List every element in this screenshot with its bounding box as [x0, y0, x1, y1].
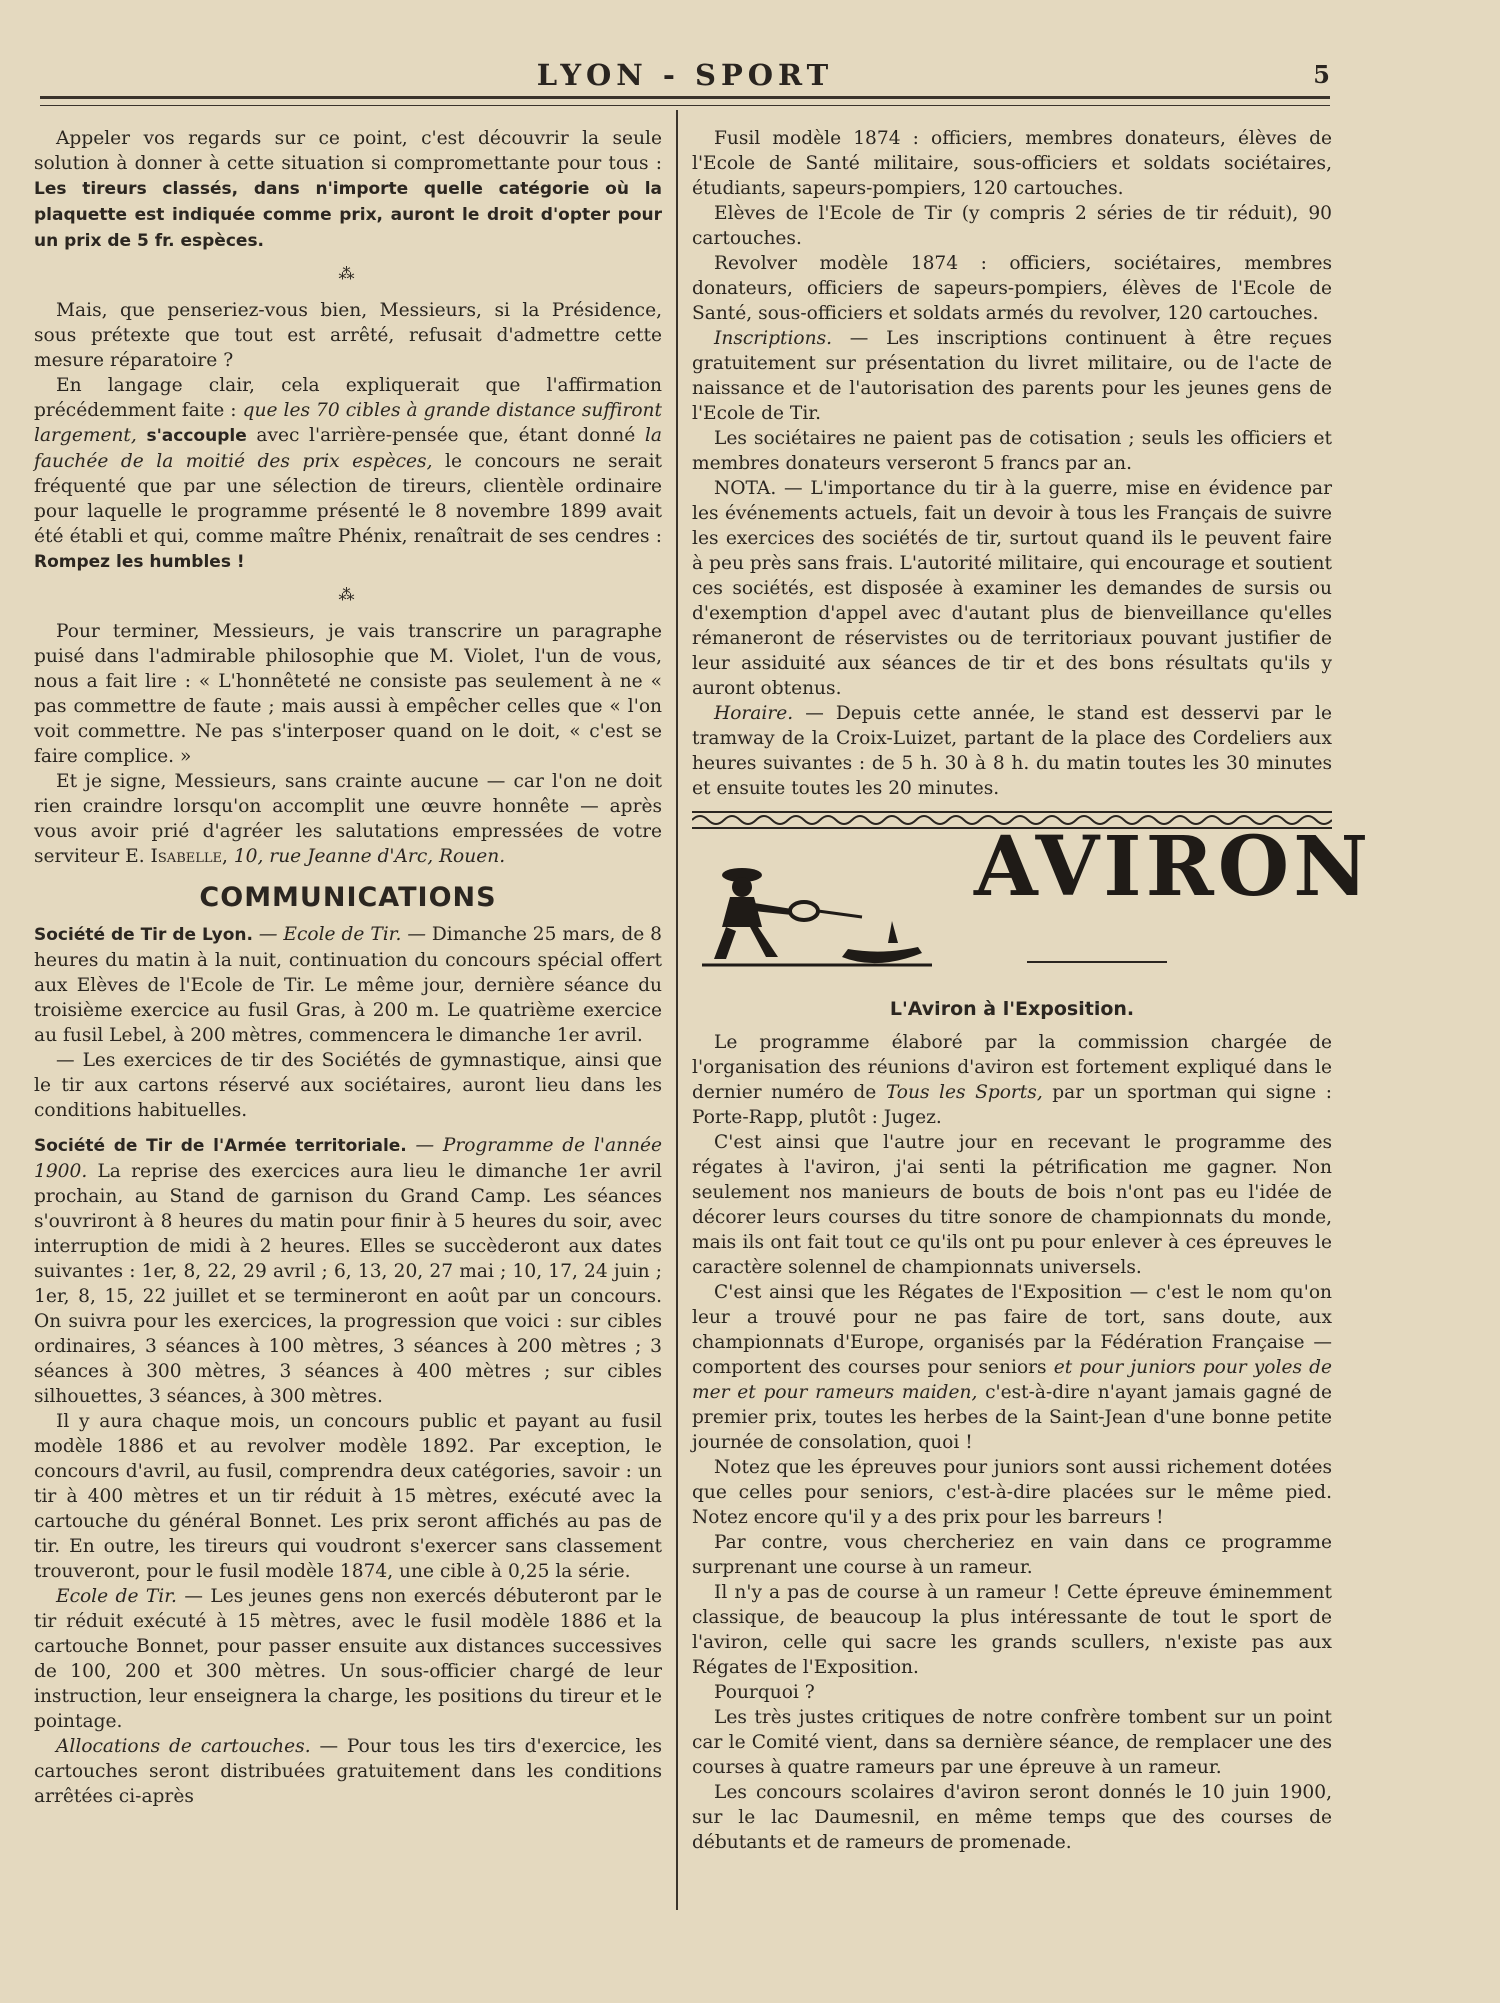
paragraph: Société de Tir de Lyon. — Ecole de Tir. — Dimanche 25 mars, de 8 heures du matin à la nuit, continuation du concours spécial offert aux Elèves de l'Ecole de Tir. Le même jour, dernière séance du troisième exercice au fusil Gras, à 200 m. Le quatrième exercice au fusil Lebel, à 200 mètres, commencera le dimanche 1er avril. [34, 924, 662, 1046]
header-rule [40, 96, 1330, 106]
section-title: Société de Tir de l'Armée territoriale. [34, 1136, 407, 1156]
article-subhead: L'Aviron à l'Exposition. [889, 998, 1135, 1020]
section-title: Société de Tir de Lyon. [34, 925, 253, 945]
title-underline [1027, 961, 1167, 963]
paragraph: — Les exercices de tir des Sociétés de gymnastique, ainsi que le tir aux cartons réservé aux sociétaires, auront lieu dans les conditions habituelles. [34, 1050, 662, 1121]
paragraph: Ecole de Tir. — Les jeunes gens non exercés débuteront par le tir réduit exécuté à 15 mètres, avec le fusil modèle 1886 et la cartouche Bonnet, pour passer ensuite aux distances successives de 100, 200 et 300 mètres. Un sous-officier chargé de leur instruction, leur enseignera la charge, les positions du tireur et le pointage. [34, 1586, 663, 1732]
paragraph: NOTA. — L'importance du tir à la guerre, mise en évidence par les événements actuels, fait un devoir à tous les Français de suivre les exercices des sociétés de tir, surtout quand ils le peuvent faire à peu près sans frais. L'autorité militaire, qui encourage et soutient ces sociétés, est disposée à examiner les demandes de sursis ou d'exemption d'appel avec d'autant plus de bienveillance qu'elles rémaneront de réservistes ou de territoriaux pouvant justifier de leur assiduité aux séances de tir et des bons résultats qu'ils y auront obtenus. [692, 478, 1332, 699]
signature: E. Isabelle, [125, 846, 228, 867]
paragraph: En langage clair, cela expliquerait que l'affirmation précédemment faite : que les 70 cibles à grande distance suffiront largement, s'accouple avec l'arrière-pensée que, étant donné la fauchée de la moitié des prix espèces, le concours ne serait fréquenté que par une sélection de tireurs, clientèle ordinaire pour laquelle le programme présenté le 8 novembre 1899 avait été établi et qui, comme maître Phénix, renaîtrait de ses cendres : Rompez les humbles ! [34, 375, 662, 572]
paragraph: Il n'y a pas de course à un rameur ! Cette épreuve éminemment classique, de beaucoup la plus intéressante de tout le sport de l'aviron, celle qui sacre les grands scullers, n'existe pas aux Régates de l'Exposition. [692, 1582, 1332, 1678]
left-column [34, 126, 662, 1809]
newspaper-title: LYON - SPORT [536, 58, 834, 92]
paragraph: Les très justes critiques de notre confrère tombent sur un point car le Comité vient, dans sa dernière séance, de remplacer une des courses à quatre rameurs par une épreuve à un rameur. [692, 1707, 1332, 1778]
asterism-divider: ⁂ [338, 585, 358, 604]
paragraph: Société de Tir de l'Armée territoriale. — Programme de l'année 1900. La reprise des exercices aura lieu le dimanche 1er avril prochain, au Stand de garnison du Grand Camp. Les séances s'ouvriront à 8 heures du matin pour finir à 5 heures du soir, avec interruption de midi à 2 heures. Elles se succèderont aux dates suivantes : 1er, 8, 22, 29 avril ; 6, 13, 20, 27 mai ; 10, 17, 24 juin ; 1er, 8, 15, 22 juillet et se termineront en août par un concours. On suivra pour les exercices, la progression que voici : sur cibles ordinaires, 3 séances à 100 mètres, 3 séances à 200 mètres ; 3 séances à 300 mètres, 3 séances à 400 mètres ; sur cibles silhouettes, 3 séances, à 300 mètres. [34, 1135, 662, 1407]
address: 10, rue Jeanne d'Arc, Rouen. [233, 846, 506, 867]
paragraph: C'est ainsi que les Régates de l'Exposition — c'est le nom qu'on leur a trouvé pour ne pas faire de tort, sans doute, aux championnats d'Europe, organisés par la Fédération Française — comportent des courses pour seniors et pour juniors pour yoles de mer et pour rameurs maiden, c'est-à-dire n'ayant jamais gagné de premier prix, toutes les herbes de la Saint-Jean d'une bonne petite journée de consolation, quoi ! [692, 1282, 1332, 1453]
rower-illustration-icon [692, 847, 952, 977]
emphasis-bold: Les tireurs classés, dans n'importe quelle catégorie où la plaquette est indiquée comme prix, auront le droit d'opter pour un prix de 5 fr. espèces. [34, 179, 662, 251]
paragraph: Fusil modèle 1874 : officiers, membres donateurs, élèves de l'Ecole de Santé militaire, sous-officiers et soldats sociétaires, étudiants, sapeurs-pompiers, 120 cartouches. [692, 128, 1332, 199]
paragraph: Appeler vos regards sur ce point, c'est découvrir la seule solution à donner à cette situation si compromettante pour tous : Les tireurs classés, dans n'importe quelle catégorie où la plaquette est indiquée comme prix, auront le droit d'opter pour un prix de 5 fr. espèces. [34, 128, 662, 251]
paragraph: Allocations de cartouches. — Pour tous les tirs d'exercice, les cartouches seront distribuées gratuitement dans les conditions arrêtées ci-après [34, 1736, 662, 1807]
paragraph: Par contre, vous chercheriez en vain dans ce programme surprenant une course à un rameur. [692, 1532, 1332, 1578]
aviron-banner [692, 819, 1373, 987]
paragraph: Pour terminer, Messieurs, je vais transcrire un paragraphe puisé dans l'admirable philosophie que M. Violet, l'un de vous, nous a fait lire : « L'honnêteté ne consiste pas seulement à ne « pas commettre de faute ; mais aussi à empêcher celles que « l'on voit commettre. Ne pas s'interposer quand on le doit, « c'est se faire complice. » [34, 621, 662, 767]
paragraph: Mais, que penseriez-vous bien, Messieurs, si la Présidence, sous prétexte que tout est arrêté, refusait d'admettre cette mesure réparatoire ? [34, 300, 662, 371]
asterism-divider: ⁂ [338, 264, 358, 283]
paragraph: Revolver modèle 1874 : officiers, sociétaires, membres donateurs, officiers de sapeurs-pompiers, élèves de l'Ecole de Santé, sous-officiers et soldats armés du revolver, 120 cartouches. [692, 253, 1332, 324]
paragraph: Elèves de l'Ecole de Tir (y compris 2 séries de tir réduit), 90 cartouches. [692, 203, 1332, 249]
paragraph: Les sociétaires ne paient pas de cotisation ; seuls les officiers et membres donateurs verseront 5 francs par an. [692, 428, 1332, 474]
aviron-title: AVIRON [974, 819, 1373, 915]
paragraph: Le programme élaboré par la commission chargée de l'organisation des réunions d'aviron est fortement expliqué dans le dernier numéro de Tous les Sports, par un sportman qui signe : Porte-Rapp, plutôt : Jugez. [692, 1032, 1332, 1128]
masthead [40, 58, 1330, 98]
communications-heading: COMMUNICATIONS [199, 882, 497, 913]
paragraph: Notez que les épreuves pour juniors sont aussi richement dotées que celles pour seniors, c'est-à-dire placées sur le même pied. Notez encore qu'il y a des prix pour les barreurs ! [692, 1457, 1332, 1528]
page-number: 5 [1313, 60, 1330, 89]
paragraph: Et je signe, Messieurs, sans crainte aucune — car l'on ne doit rien craindre lorsqu'on accomplit une œuvre honnête — après vous avoir prié d'agréer les salutations empressées de votre serviteur E. Isabelle, 10, rue Jeanne d'Arc, Rouen. [34, 771, 662, 867]
column-divider [676, 110, 678, 1910]
right-column [692, 126, 1373, 1855]
paragraph: Les concours scolaires d'aviron seront donnés le 10 juin 1900, sur le lac Daumesnil, en même temps que des courses de débutants et de rameurs de promenade. [692, 1782, 1332, 1853]
paragraph: Pourquoi ? [714, 1682, 815, 1703]
paragraph: Inscriptions. — Les inscriptions continuent à être reçues gratuitement sur présentation du livret militaire, ou de l'acte de naissance et de l'autorisation des parents pour les jeunes gens de l'Ecole de Tir. [692, 328, 1332, 424]
paragraph: Horaire. — Depuis cette année, le stand est desservi par le tramway de la Croix-Luizet, partant de la place des Cordeliers aux heures suivantes : de 5 h. 30 à 8 h. du matin toutes les 30 minutes et ensuite toutes les 20 minutes. [692, 703, 1332, 799]
paragraph: C'est ainsi que l'autre jour en recevant le programme des régates à l'aviron, j'ai senti la pétrification me gagner. Non seulement nos manieurs de bouts de bois n'ont pas eu l'idée de décorer leurs courses du titre sonore de championnats du monde, mais ils ont fait tout ce qu'ils ont pu pour enlever à ces épreuves le caractère solennel de championnats universels. [692, 1132, 1332, 1278]
paragraph: Il y aura chaque mois, un concours public et payant au fusil modèle 1886 et au revolver modèle 1892. Par exception, le concours d'avril, au fusil, comprendra deux catégories, savoir : un tir à 400 mètres et un tir réduit à 15 mètres, exécuté avec la cartouche du général Bonnet. Les prix seront affichés au pas de tir. En outre, les tireurs qui voudront s'exercer sans classement trouveront, pour le fusil modèle 1874, une cible à 0,25 la série. [34, 1411, 662, 1582]
